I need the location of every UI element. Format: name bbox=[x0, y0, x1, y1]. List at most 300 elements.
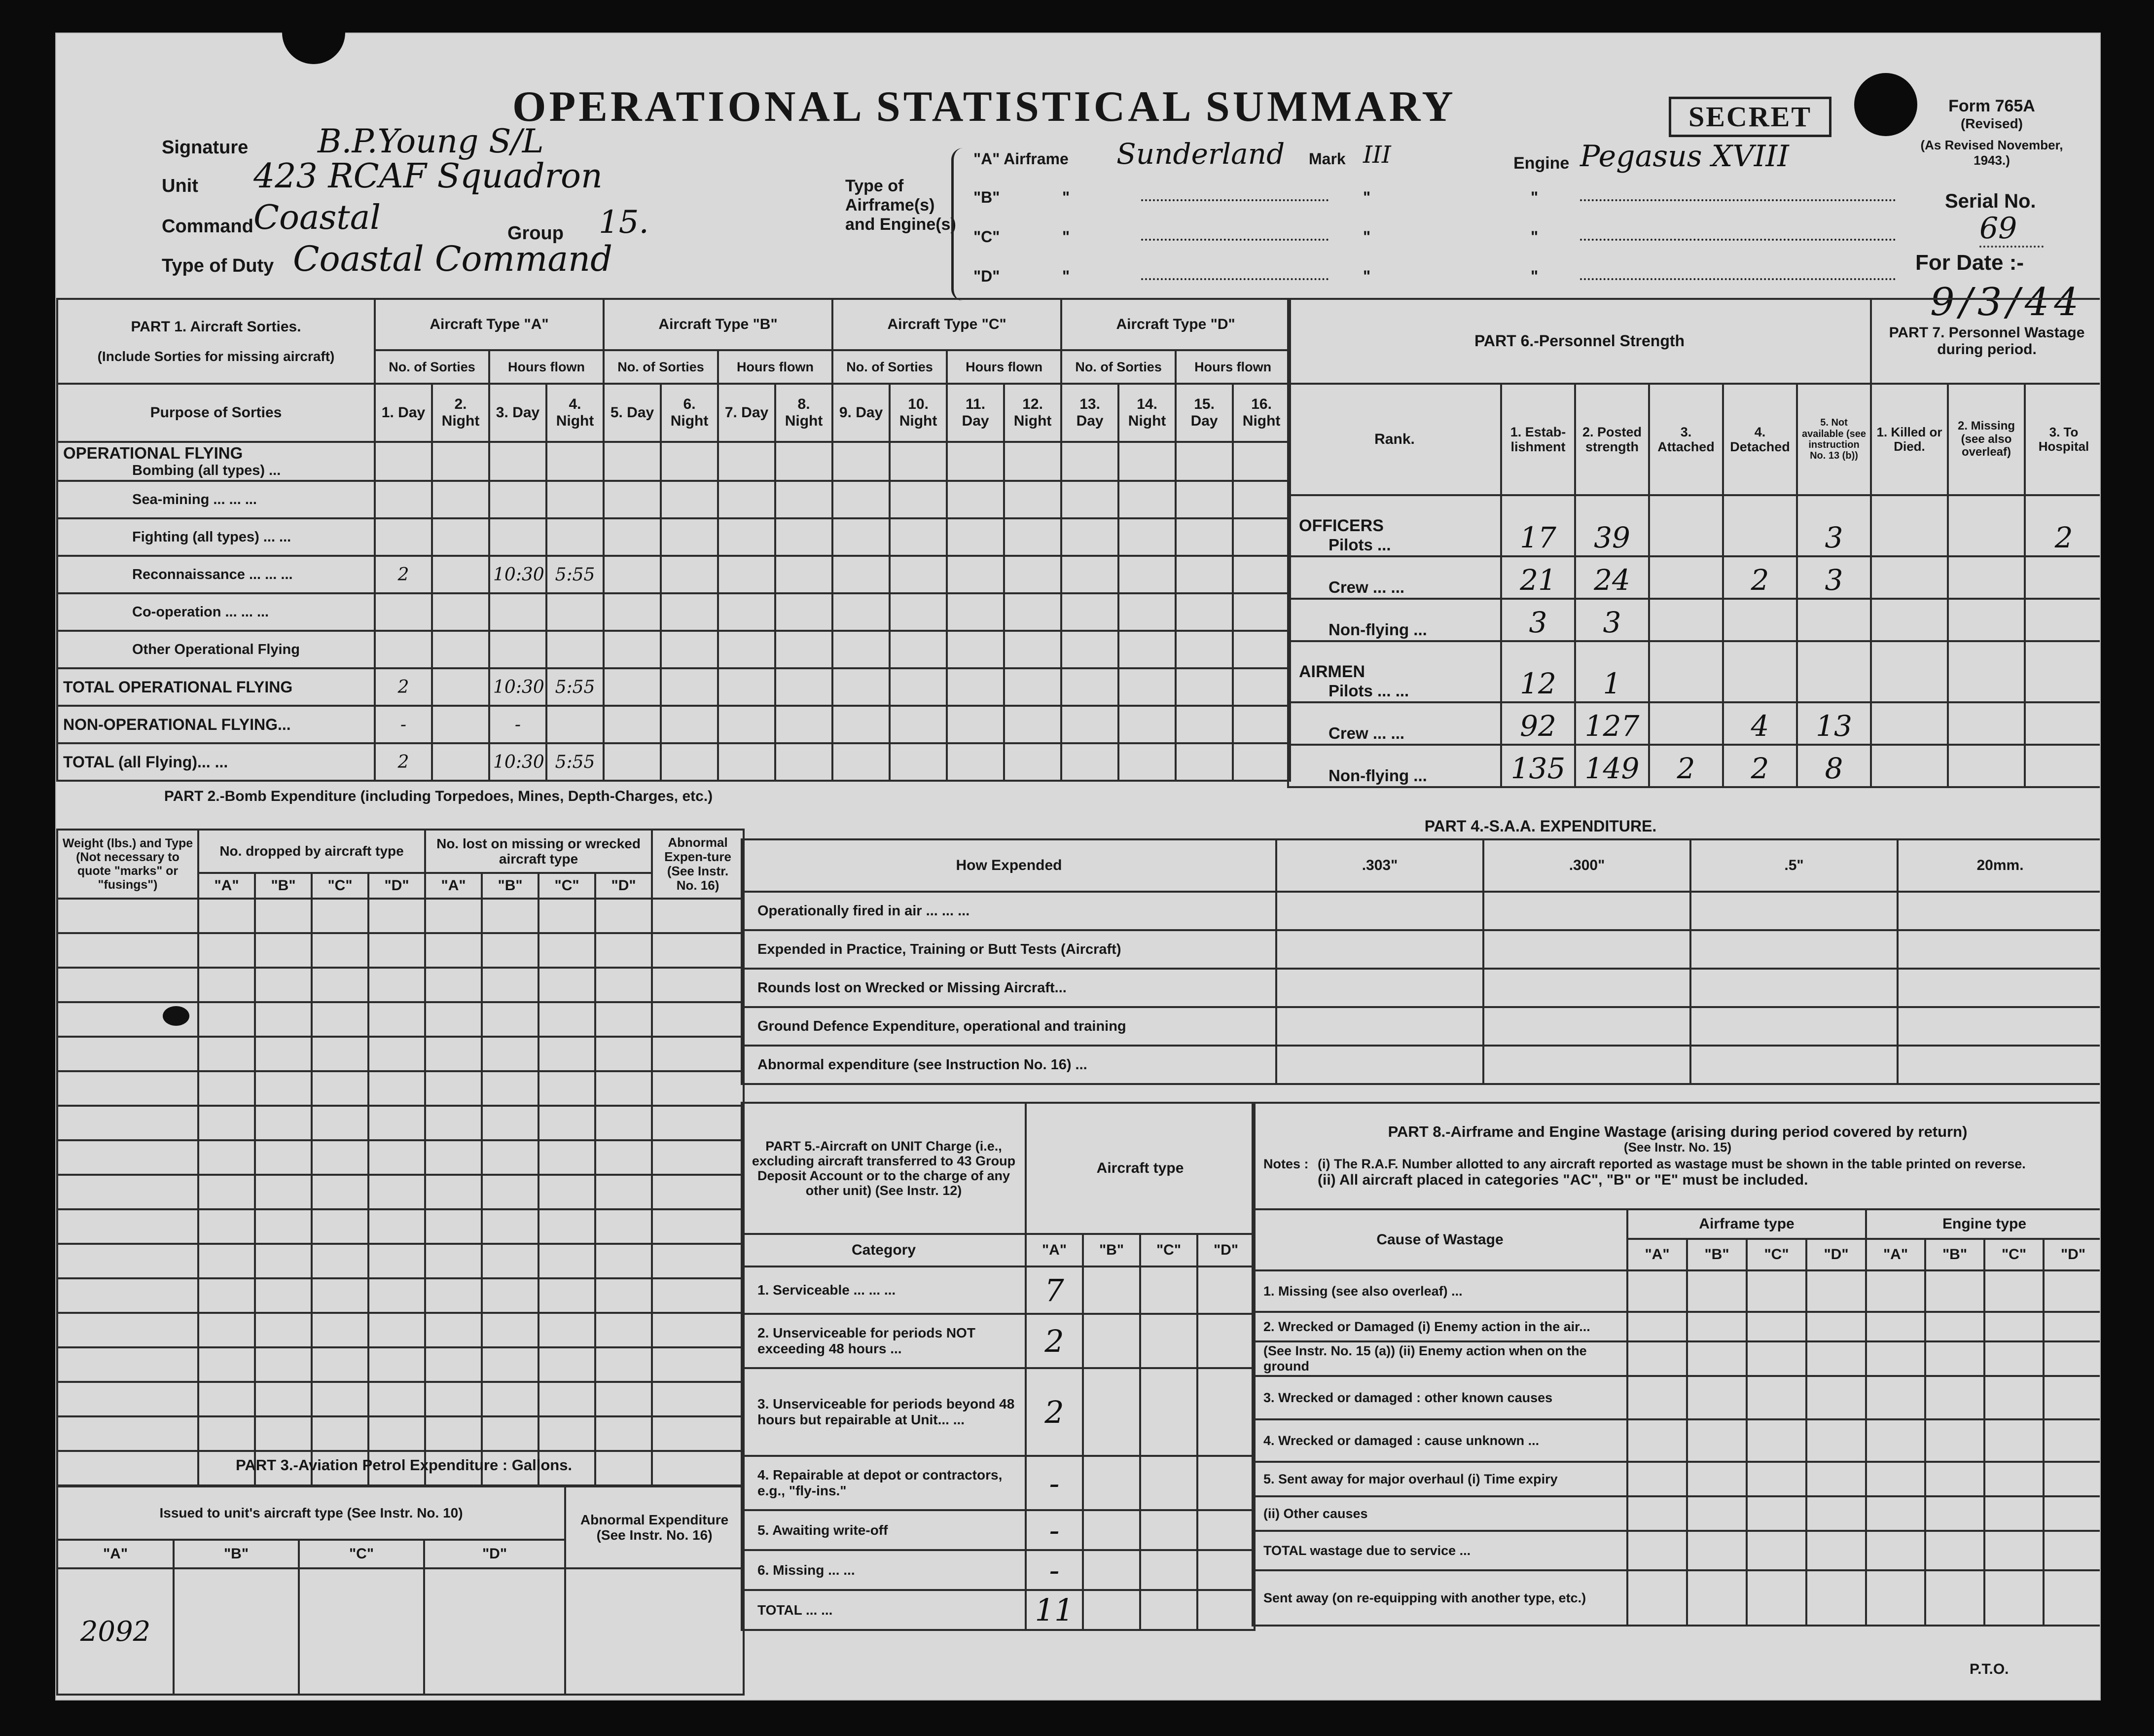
part8-cell bbox=[1747, 1570, 1806, 1626]
part1-cell bbox=[718, 481, 775, 518]
part2-cell bbox=[595, 1037, 652, 1071]
part8-cell bbox=[1984, 1312, 2044, 1341]
part1-cell bbox=[890, 593, 947, 631]
col-10: 10. Night bbox=[890, 384, 947, 442]
part1-cell bbox=[718, 631, 775, 668]
part2-cell bbox=[255, 1175, 312, 1209]
serial-value: 69 bbox=[1979, 211, 2044, 248]
part1-row bbox=[57, 743, 1290, 781]
part5-aircraft-type: Aircraft type bbox=[1026, 1103, 1255, 1234]
col-6: 6. Night bbox=[661, 384, 718, 442]
part1-cell bbox=[661, 556, 718, 593]
part1-title: PART 1. Aircraft Sorties. bbox=[131, 318, 301, 335]
part8-cell bbox=[2044, 1419, 2101, 1462]
part4-row-label: Rounds lost on Wrecked or Missing Aircraft... bbox=[742, 969, 1276, 1007]
lost-a: "A" bbox=[425, 873, 482, 899]
part1-cell bbox=[1118, 631, 1176, 668]
part2-cell bbox=[538, 1244, 595, 1278]
part5-cell bbox=[1197, 1368, 1255, 1456]
part4-cell bbox=[1276, 1046, 1483, 1084]
part1-cell bbox=[1061, 481, 1118, 518]
part2-cell bbox=[198, 1313, 255, 1347]
part2-cell bbox=[255, 1106, 312, 1140]
part1-cell bbox=[1061, 706, 1118, 743]
part8-cell bbox=[1866, 1531, 1925, 1570]
part2-cell bbox=[538, 1209, 595, 1244]
part5-cell bbox=[1197, 1314, 1255, 1368]
part2-cell bbox=[198, 1106, 255, 1140]
col-11: 11. Day bbox=[947, 384, 1004, 442]
part8-cell bbox=[1687, 1570, 1747, 1626]
part1-cell bbox=[1233, 631, 1290, 668]
part4-cell bbox=[1483, 1007, 1690, 1046]
form-revised-note: (As Revised November, 1943.) bbox=[1920, 138, 2063, 168]
part8-cell bbox=[1984, 1496, 2044, 1531]
part1-cell bbox=[775, 593, 832, 631]
part2-cell bbox=[198, 1140, 255, 1175]
part6-cell-c4: 2 bbox=[1723, 745, 1797, 787]
part4-row bbox=[742, 930, 2101, 969]
part1-table bbox=[56, 298, 1291, 782]
part4-cell bbox=[1276, 969, 1483, 1007]
part2-cell bbox=[425, 1037, 482, 1071]
type-c-header: Aircraft Type "C" bbox=[832, 299, 1061, 350]
part1-cell bbox=[604, 556, 661, 593]
a-sorties: No. of Sorties bbox=[375, 350, 489, 384]
part2-cell bbox=[312, 1175, 368, 1209]
part2-cell bbox=[57, 899, 198, 933]
part8-cell bbox=[2044, 1462, 2101, 1496]
part2-cell bbox=[538, 1313, 595, 1347]
d-hours: Hours flown bbox=[1176, 350, 1290, 384]
airframe-c-dots bbox=[1141, 239, 1328, 241]
part1-cell bbox=[661, 442, 718, 481]
part8-cell bbox=[1925, 1341, 1984, 1376]
part2-cell bbox=[425, 1209, 482, 1244]
part1-cell bbox=[1004, 518, 1061, 556]
part4-cell bbox=[1898, 930, 2101, 969]
part7-cell-missing bbox=[1948, 745, 2025, 787]
dropped-b: "B" bbox=[255, 873, 312, 899]
part4-row-label: Operationally fired in air ... ... ... bbox=[742, 892, 1276, 930]
part2-row bbox=[57, 1244, 744, 1278]
part1-cell bbox=[775, 481, 832, 518]
part2-cell bbox=[368, 1106, 425, 1140]
col-2: 2. Night bbox=[432, 384, 489, 442]
petrol-b-label: "B" bbox=[174, 1540, 299, 1568]
part5-row-label: 2. Unserviceable for periods NOT exceeding 48 hours ... bbox=[742, 1314, 1026, 1368]
part1-cell bbox=[947, 631, 1004, 668]
part8-cell bbox=[1866, 1496, 1925, 1531]
part2-cell bbox=[57, 1209, 198, 1244]
part1-cell bbox=[775, 743, 832, 781]
part5-cell bbox=[1083, 1314, 1140, 1368]
part4-cell bbox=[1690, 969, 1898, 1007]
part4-cell bbox=[1276, 892, 1483, 930]
part5-row-label: 4. Repairable at depot or contractors, e.g., "fly-ins." bbox=[742, 1456, 1026, 1510]
part8-cell bbox=[1806, 1376, 1866, 1419]
part7-cell-hospital bbox=[2025, 556, 2101, 599]
for-date-value: 9/3/44 bbox=[1930, 280, 2084, 325]
part1-cell bbox=[1118, 556, 1176, 593]
part8-row bbox=[1253, 1312, 2101, 1341]
part2-cell bbox=[198, 933, 255, 968]
part6-row bbox=[1288, 641, 2101, 702]
lost-c: "C" bbox=[538, 873, 595, 899]
part5-row bbox=[742, 1550, 1255, 1590]
part5-cell bbox=[1083, 1550, 1140, 1590]
part6-row-label bbox=[1288, 641, 1501, 702]
part2-cell bbox=[425, 1244, 482, 1278]
part1-cell: 2 bbox=[375, 743, 432, 781]
part8-cell bbox=[1687, 1462, 1747, 1496]
part1-cell bbox=[1176, 593, 1233, 631]
part2-cell bbox=[368, 1382, 425, 1416]
part5-cell bbox=[1197, 1510, 1255, 1550]
part8-row-label: 5. Sent away for major overhaul (i) Time expiry bbox=[1253, 1462, 1627, 1496]
part1-cell bbox=[832, 481, 890, 518]
part1-cell bbox=[1061, 593, 1118, 631]
part2-cell bbox=[255, 1278, 312, 1313]
part7-title: PART 7. Personnel Wastage during period. bbox=[1871, 299, 2101, 384]
part2-cell bbox=[312, 1416, 368, 1451]
part1-cell bbox=[890, 668, 947, 706]
part1-cell bbox=[604, 668, 661, 706]
part8-row-label: TOTAL wastage due to service ... bbox=[1253, 1531, 1627, 1570]
ditto-d2: " bbox=[1363, 267, 1371, 285]
part5-cell bbox=[1083, 1456, 1140, 1510]
part8-cell bbox=[1747, 1312, 1806, 1341]
part6-cell-c2: 39 bbox=[1575, 495, 1649, 556]
part4-cell bbox=[1690, 1046, 1898, 1084]
part2-cell bbox=[482, 933, 538, 968]
ditto-c1: " bbox=[1062, 228, 1070, 246]
part1-cell bbox=[832, 593, 890, 631]
part1-cell bbox=[718, 706, 775, 743]
part2-cell bbox=[652, 1071, 744, 1106]
part2-cell bbox=[198, 1002, 255, 1037]
col-16: 16. Night bbox=[1233, 384, 1290, 442]
part8-cell bbox=[1866, 1376, 1925, 1419]
part7-cell-killed bbox=[1871, 599, 1948, 641]
serial-label: Serial No. bbox=[1945, 190, 2036, 212]
part7-cell-hospital bbox=[2025, 702, 2101, 745]
part5-row bbox=[742, 1314, 1255, 1368]
part1-cell bbox=[1004, 631, 1061, 668]
af-a: "A" bbox=[1627, 1239, 1687, 1270]
part8-cell bbox=[1806, 1462, 1866, 1496]
part2-cell bbox=[538, 1106, 595, 1140]
airframe-rows bbox=[973, 137, 1910, 298]
part1-subtitle: (Include Sorties for missing aircraft) bbox=[97, 349, 335, 364]
part8-cell bbox=[1925, 1462, 1984, 1496]
part2-cell bbox=[652, 1313, 744, 1347]
engine-d-dots bbox=[1580, 278, 1896, 280]
part6-cell-c5: 3 bbox=[1797, 556, 1871, 599]
part4-cell bbox=[1483, 930, 1690, 969]
part5-cell bbox=[1083, 1266, 1140, 1314]
part2-row bbox=[57, 1106, 744, 1140]
part2-cell bbox=[368, 1071, 425, 1106]
part4-table bbox=[741, 838, 2101, 1085]
part8-cell bbox=[1866, 1270, 1925, 1312]
col-15: 15. Day bbox=[1176, 384, 1233, 442]
part8-cell bbox=[1984, 1570, 2044, 1626]
type-a-header: Aircraft Type "A" bbox=[375, 299, 604, 350]
part6-body bbox=[1288, 495, 2101, 787]
col-5: 5. Day bbox=[604, 384, 661, 442]
part8-cell bbox=[1687, 1496, 1747, 1531]
part1-row-text: TOTAL (all Flying)... ... bbox=[63, 753, 228, 771]
part6-row bbox=[1288, 599, 2101, 641]
part2-cell bbox=[312, 1382, 368, 1416]
part8-cell bbox=[1747, 1341, 1806, 1376]
ditto-b1: " bbox=[1062, 188, 1070, 206]
part2-cell bbox=[57, 1071, 198, 1106]
notes-label: Notes : bbox=[1263, 1157, 1309, 1172]
part1-cell bbox=[832, 631, 890, 668]
part1-cell bbox=[1061, 631, 1118, 668]
part2-row bbox=[57, 1071, 744, 1106]
dropped-label: No. dropped by aircraft type bbox=[198, 830, 425, 873]
part1-cell bbox=[1176, 631, 1233, 668]
part2-row bbox=[57, 933, 744, 968]
airframe-a-label: "A" Airframe bbox=[973, 150, 1069, 168]
part1-cell bbox=[1004, 442, 1061, 481]
part2-cell bbox=[595, 1175, 652, 1209]
part8-cell bbox=[1747, 1376, 1806, 1419]
part1-cell bbox=[947, 481, 1004, 518]
petrol-a-label: "A" bbox=[57, 1540, 174, 1568]
part1-row-label bbox=[57, 668, 375, 706]
part6-table bbox=[1287, 298, 2101, 788]
part1-cell: - bbox=[489, 706, 546, 743]
part8-cell bbox=[1627, 1531, 1687, 1570]
part1-cell bbox=[1004, 556, 1061, 593]
form-title: OPERATIONAL STATISTICAL SUMMARY bbox=[512, 83, 1456, 131]
part2-cell bbox=[57, 1347, 198, 1382]
part6-cell-c4 bbox=[1723, 641, 1797, 702]
part6-cell-c3 bbox=[1649, 641, 1723, 702]
part1-row-label bbox=[57, 706, 375, 743]
part2-cell bbox=[425, 1382, 482, 1416]
part2-cell bbox=[538, 1037, 595, 1071]
part1-cell: 10:30 bbox=[489, 743, 546, 781]
part1-title-cell bbox=[57, 299, 375, 384]
part7-cell-missing bbox=[1948, 599, 2025, 641]
part2-cell bbox=[652, 1209, 744, 1244]
part2-cell bbox=[57, 1175, 198, 1209]
part5-row-label: 1. Serviceable ... ... ... bbox=[742, 1266, 1026, 1314]
part2-cell bbox=[255, 1244, 312, 1278]
part2-cell bbox=[312, 1347, 368, 1382]
part8-cell bbox=[2044, 1312, 2101, 1341]
part6-row-label bbox=[1288, 495, 1501, 556]
ditto-d3: " bbox=[1531, 267, 1539, 285]
part2-row bbox=[57, 1175, 744, 1209]
part1-cell bbox=[432, 556, 489, 593]
part2-cell bbox=[57, 1106, 198, 1140]
part4-cell bbox=[1690, 892, 1898, 930]
part8-title: PART 8.-Airframe and Engine Wastage (arising during period covered by return) bbox=[1388, 1122, 1968, 1140]
dropped-c: "C" bbox=[312, 873, 368, 899]
part4-body bbox=[742, 892, 2101, 1084]
part2-cell bbox=[255, 1209, 312, 1244]
part4-cell bbox=[1898, 892, 2101, 930]
part1-cell bbox=[1118, 743, 1176, 781]
duty-value: Coastal Command bbox=[293, 239, 612, 279]
part6-cell-c3: 2 bbox=[1649, 745, 1723, 787]
part2-cell bbox=[595, 1347, 652, 1382]
part1-row-label bbox=[57, 593, 375, 631]
type-b-header: Aircraft Type "B" bbox=[604, 299, 832, 350]
part8-cell bbox=[1747, 1270, 1806, 1312]
part3-table bbox=[56, 1485, 745, 1696]
part8-row-label: Sent away (on re-equipping with another type, etc.) bbox=[1253, 1570, 1627, 1626]
part1-cell bbox=[1233, 706, 1290, 743]
part6-cell-c5 bbox=[1797, 599, 1871, 641]
part8-row bbox=[1253, 1270, 2101, 1312]
part2-cell bbox=[57, 968, 198, 1002]
petrol-abnormal-value bbox=[565, 1568, 744, 1695]
part5-cell bbox=[1140, 1368, 1197, 1456]
p6-col-3: 3. Attached bbox=[1649, 384, 1723, 495]
part2-cell bbox=[538, 1382, 595, 1416]
part1-row-label bbox=[57, 631, 375, 668]
part2-cell bbox=[255, 1037, 312, 1071]
part8-cell bbox=[1747, 1419, 1806, 1462]
part1-cell bbox=[947, 556, 1004, 593]
en-d: "D" bbox=[2044, 1239, 2101, 1270]
col-1: 1. Day bbox=[375, 384, 432, 442]
col-14: 14. Night bbox=[1118, 384, 1176, 442]
p5-c: "C" bbox=[1140, 1234, 1197, 1266]
part8-cell bbox=[1925, 1312, 1984, 1341]
part6-row bbox=[1288, 702, 2101, 745]
part1-row-label bbox=[57, 743, 375, 781]
part1-row-label bbox=[57, 442, 375, 481]
c-sorties: No. of Sorties bbox=[832, 350, 947, 384]
part1-cell bbox=[1004, 743, 1061, 781]
part5-row-label: 3. Unserviceable for periods beyond 48 hours but repairable at Unit... ... bbox=[742, 1368, 1026, 1456]
ditto-d1: " bbox=[1062, 267, 1070, 285]
part5-cell bbox=[1140, 1266, 1197, 1314]
part1-cell bbox=[1061, 556, 1118, 593]
lost-d: "D" bbox=[595, 873, 652, 899]
part1-cell bbox=[375, 442, 432, 481]
part2-cell bbox=[57, 1278, 198, 1313]
part8-cell bbox=[1866, 1419, 1925, 1462]
part6-row-label bbox=[1288, 745, 1501, 787]
part8-cell bbox=[1627, 1570, 1687, 1626]
officers-label: OFFICERS bbox=[1299, 516, 1384, 535]
part1-cell bbox=[489, 481, 546, 518]
part2-cell bbox=[595, 1382, 652, 1416]
part1-cell bbox=[832, 556, 890, 593]
af-b: "B" bbox=[1687, 1239, 1747, 1270]
part1-cell bbox=[1118, 593, 1176, 631]
part1-cell bbox=[604, 593, 661, 631]
part1-cell bbox=[1176, 556, 1233, 593]
part5-cell-a: 2 bbox=[1026, 1314, 1083, 1368]
part2-cell bbox=[482, 1071, 538, 1106]
part1-cell bbox=[718, 593, 775, 631]
part1-cell bbox=[1176, 706, 1233, 743]
part7-cell-missing bbox=[1948, 495, 2025, 556]
part6-row bbox=[1288, 495, 2101, 556]
part8-cell bbox=[1627, 1270, 1687, 1312]
p6-col-5: 5. Not available (see instruction No. 13 (b)) bbox=[1797, 384, 1871, 495]
part1-cell bbox=[432, 706, 489, 743]
part8-cell bbox=[1866, 1462, 1925, 1496]
part8-row-label: 3. Wrecked or damaged : other known causes bbox=[1253, 1376, 1627, 1419]
part8-cell bbox=[1747, 1462, 1806, 1496]
part8-cell bbox=[1806, 1570, 1866, 1626]
part8-cell bbox=[1806, 1419, 1866, 1462]
part6-cell-c2: 3 bbox=[1575, 599, 1649, 641]
part2-cell bbox=[652, 1382, 744, 1416]
part2-cell bbox=[425, 1140, 482, 1175]
ditto-c3: " bbox=[1531, 228, 1539, 246]
part1-cell bbox=[832, 442, 890, 481]
part1-row bbox=[57, 442, 1290, 481]
command-value: Coastal bbox=[253, 198, 381, 237]
part2-cell bbox=[312, 1313, 368, 1347]
airframe-row-c bbox=[973, 219, 1910, 258]
part7-cell-killed bbox=[1871, 702, 1948, 745]
part1-cell bbox=[1118, 442, 1176, 481]
part1-cell bbox=[832, 668, 890, 706]
engine-type-header: Engine type bbox=[1866, 1209, 2101, 1239]
part2-cell bbox=[368, 933, 425, 968]
af-d: "D" bbox=[1806, 1239, 1866, 1270]
part2-cell bbox=[57, 1416, 198, 1451]
part2-cell bbox=[595, 1244, 652, 1278]
type-d-header: Aircraft Type "D" bbox=[1061, 299, 1290, 350]
part2-cell bbox=[198, 1278, 255, 1313]
part2-cell bbox=[482, 1382, 538, 1416]
part1-cell bbox=[375, 593, 432, 631]
part8-cell bbox=[1627, 1312, 1687, 1341]
part2-cell bbox=[482, 1313, 538, 1347]
saa-303: .303" bbox=[1276, 839, 1483, 892]
part2-row bbox=[57, 1209, 744, 1244]
part7-cell-missing bbox=[1948, 702, 2025, 745]
part1-cell bbox=[947, 743, 1004, 781]
part2-cell bbox=[368, 1037, 425, 1071]
part1-cell bbox=[604, 518, 661, 556]
part5-cell-a: - bbox=[1026, 1510, 1083, 1550]
part2-cell bbox=[482, 1140, 538, 1175]
a-hours: Hours flown bbox=[489, 350, 604, 384]
part2-cell bbox=[368, 1278, 425, 1313]
part1-cell: 10:30 bbox=[489, 668, 546, 706]
part2-row bbox=[57, 1416, 744, 1451]
part6-row-label bbox=[1288, 702, 1501, 745]
part8-cell bbox=[1627, 1496, 1687, 1531]
part2-cell bbox=[652, 968, 744, 1002]
part7-cell-killed bbox=[1871, 556, 1948, 599]
part7-cell-missing bbox=[1948, 556, 2025, 599]
part8-row bbox=[1253, 1496, 2101, 1531]
part1-cell bbox=[1061, 743, 1118, 781]
part1-cell bbox=[546, 631, 604, 668]
col-3: 3. Day bbox=[489, 384, 546, 442]
part6-title: PART 6.-Personnel Strength bbox=[1288, 299, 1871, 384]
part4-cell bbox=[1483, 892, 1690, 930]
part1-cell bbox=[890, 631, 947, 668]
p6-col-4: 4. Detached bbox=[1723, 384, 1797, 495]
